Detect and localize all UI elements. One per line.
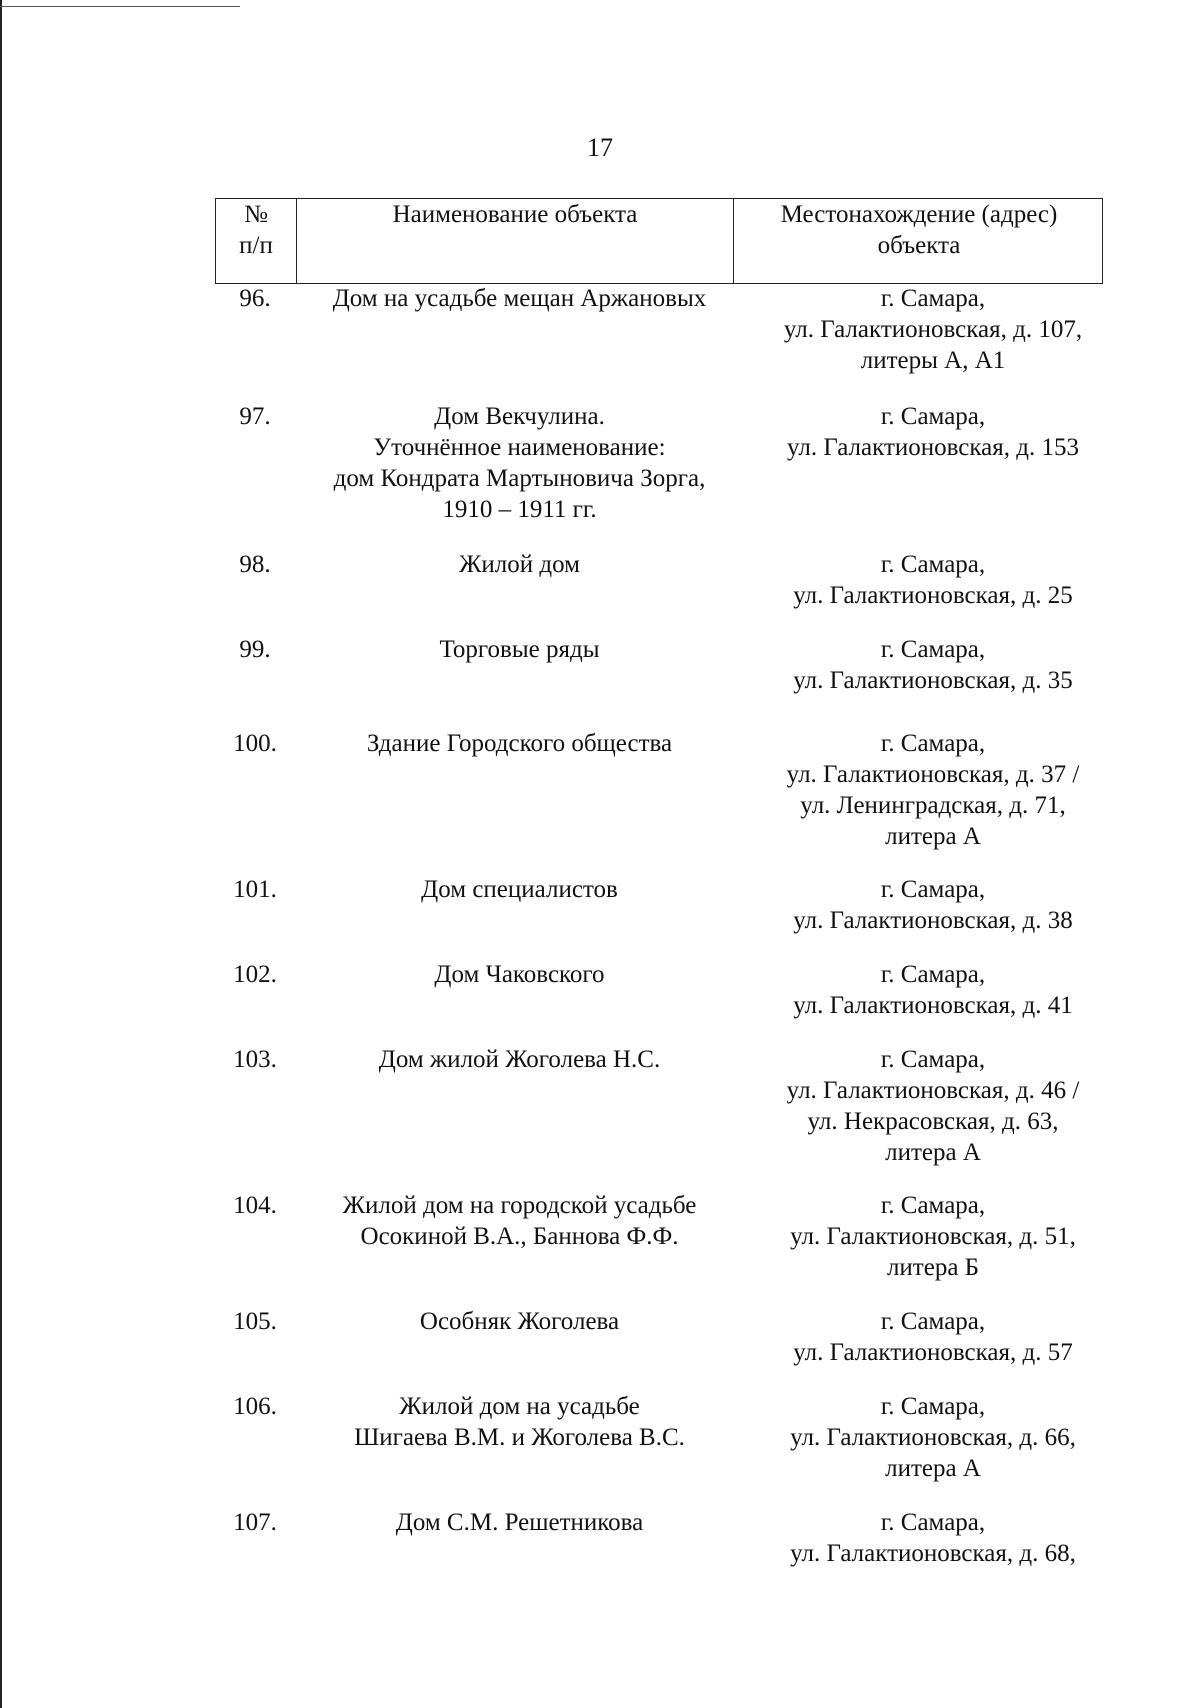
address-line: литеры А, А1 [860, 347, 1006, 374]
address-line: ул. Галактионовская, д. 37 / [786, 761, 1080, 788]
address-line: ул. Галактионовская, д. 25 [793, 582, 1073, 609]
object-name [301, 874, 738, 905]
object-name [301, 401, 738, 525]
object-address [738, 634, 1128, 696]
object-name [301, 283, 738, 314]
row-number: 98. [239, 551, 271, 578]
object-name [301, 549, 738, 580]
object-name [301, 1306, 738, 1337]
object-name-line: Дом С.М. Решетникова [395, 1509, 644, 1536]
row-number: 105. [233, 1308, 277, 1335]
object-name [301, 1190, 738, 1252]
row-number: 96. [239, 285, 271, 312]
address-line: литера А [885, 823, 981, 850]
address-line: г. Самара, [880, 285, 986, 312]
header-name [296, 199, 733, 283]
object-address [738, 1190, 1128, 1283]
address-line: ул. Галактионовская, д. 51, [790, 1223, 1076, 1250]
address-line: г. Самара, [880, 1192, 986, 1219]
object-name-line: дом Кондрата Мартыновича Зорга, [333, 465, 706, 492]
row-number: 104. [233, 1192, 277, 1219]
object-address [738, 549, 1128, 611]
object-name-line: Здание Городского общества [366, 730, 673, 757]
address-line: г. Самара, [880, 961, 986, 988]
object-name-line: Жилой дом [459, 551, 580, 578]
row-number: 97. [239, 403, 271, 430]
address-line: г. Самара, [880, 636, 986, 663]
object-name-line: Особняк Жоголева [419, 1308, 620, 1335]
scan-edge [0, 0, 2, 1708]
object-address [738, 1391, 1128, 1484]
header-num-line: п/п [239, 232, 273, 259]
header-num [216, 199, 296, 283]
address-line: г. Самара, [880, 730, 986, 757]
table-header [215, 198, 1103, 284]
address-line: ул. Галактионовская, д. 68, [790, 1540, 1076, 1567]
header-address-line: Местонахождение (адрес) [780, 201, 1058, 228]
address-line: г. Самара, [880, 876, 986, 903]
row-number: 99. [239, 636, 271, 663]
address-line: ул. Галактионовская, д. 153 [787, 434, 1079, 461]
object-name-line: Дом жилой Жоголева Н.С. [378, 1046, 661, 1073]
object-name-line: Уточнённое наименование: [373, 434, 666, 461]
row-number: 107. [233, 1509, 277, 1536]
object-name [301, 1507, 738, 1538]
address-line: ул. Галактионовская, д. 46 / [786, 1077, 1080, 1104]
object-address [738, 959, 1128, 1021]
address-line: ул. Некрасовская, д. 63, [807, 1108, 1059, 1135]
header-address-line: объекта [877, 232, 961, 259]
scan-edge-top [0, 6, 240, 7]
address-line: г. Самара, [880, 551, 986, 578]
address-line: литера А [885, 1455, 981, 1482]
address-line: г. Самара, [880, 1046, 986, 1073]
address-line: литера Б [886, 1254, 980, 1281]
object-name-line: Дом специалистов [421, 876, 618, 903]
object-address [738, 283, 1128, 376]
object-name-line: Дом Чаковского [434, 961, 605, 988]
object-address [738, 401, 1128, 463]
address-line: г. Самара, [880, 1308, 986, 1335]
object-name [301, 1391, 738, 1453]
address-line: г. Самара, [880, 1393, 986, 1420]
row-number: 101. [233, 876, 277, 903]
object-name-line: Осокиной В.А., Баннова Ф.Ф. [360, 1223, 679, 1250]
object-name-line: Торговые ряды [439, 636, 600, 663]
row-number: 103. [233, 1046, 277, 1073]
object-address [738, 1044, 1128, 1168]
address-line: ул. Галактионовская, д. 41 [793, 992, 1073, 1019]
object-address [738, 728, 1128, 852]
object-name-line: Дом на усадьбе мещан Аржановых [332, 285, 707, 312]
object-name [301, 634, 738, 665]
header-num-line: № [244, 201, 268, 228]
object-address [738, 874, 1128, 936]
object-name-line: Жилой дом на усадьбе [399, 1393, 640, 1420]
object-name [301, 1044, 738, 1075]
object-name [301, 959, 738, 990]
object-address [738, 1306, 1128, 1368]
address-line: ул. Галактионовская, д. 107, [783, 316, 1083, 343]
object-name-line: 1910 – 1911 гг. [442, 496, 597, 523]
object-name [301, 728, 738, 759]
object-name-line: Дом Векчулина. [434, 403, 605, 430]
address-line: литера А [885, 1139, 981, 1166]
row-number: 106. [233, 1393, 277, 1420]
address-line: г. Самара, [880, 1509, 986, 1536]
address-line: ул. Галактионовская, д. 38 [793, 907, 1073, 934]
object-address [738, 1507, 1128, 1569]
header-address [733, 199, 1104, 283]
address-line: ул. Ленинградская, д. 71, [800, 792, 1066, 819]
address-line: ул. Галактионовская, д. 57 [793, 1339, 1073, 1366]
address-line: ул. Галактионовская, д. 66, [790, 1424, 1076, 1451]
row-number: 102. [233, 961, 277, 988]
object-name-line: Жилой дом на городской усадьбе [342, 1192, 697, 1219]
row-number: 100. [233, 730, 277, 757]
header-name-line: Наименование объекта [392, 201, 638, 228]
object-name-line: Шигаева В.М. и Жоголева В.С. [354, 1424, 685, 1451]
page-number: 17 [587, 133, 613, 162]
address-line: г. Самара, [880, 403, 986, 430]
address-line: ул. Галактионовская, д. 35 [793, 667, 1073, 694]
